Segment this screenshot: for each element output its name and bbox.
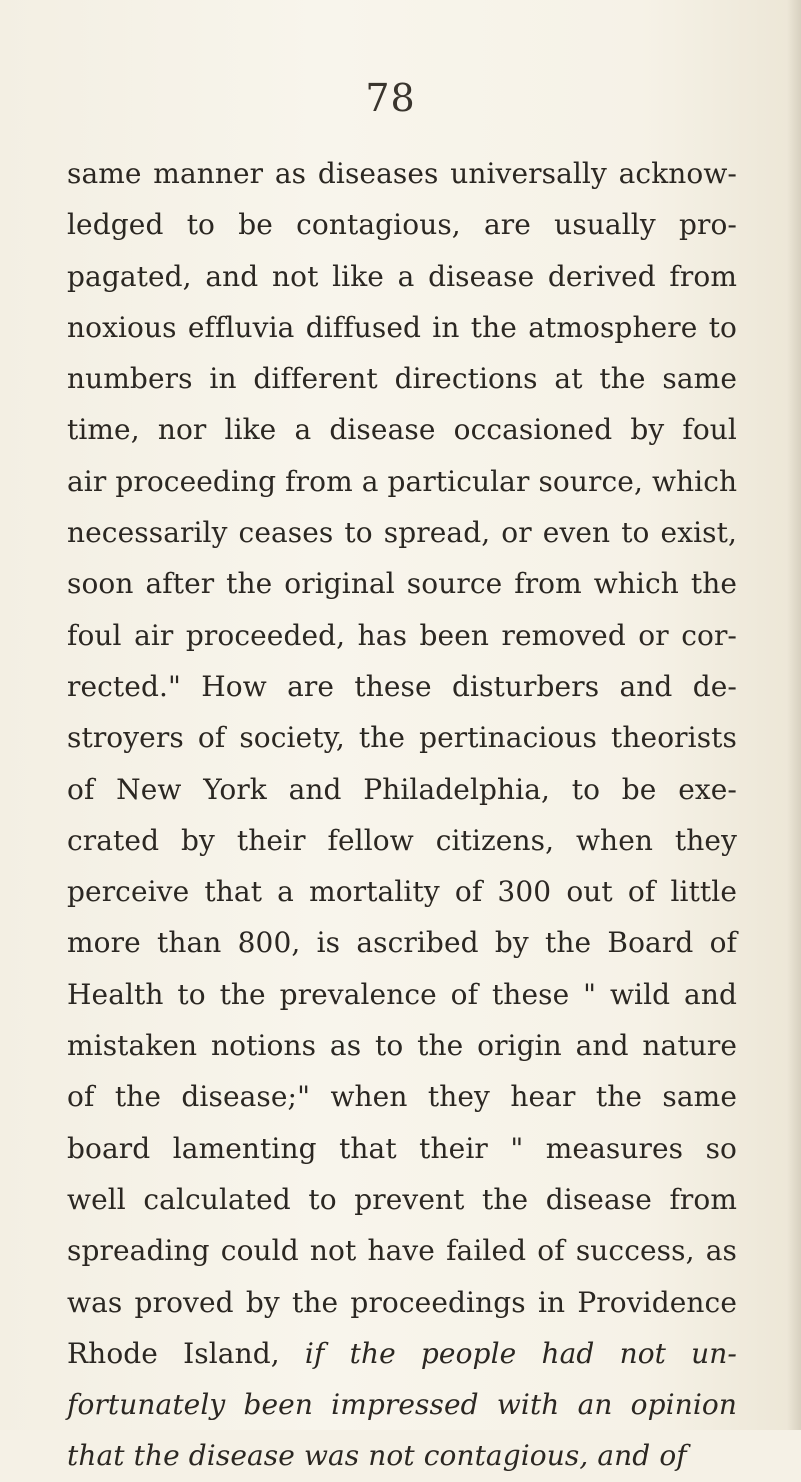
page-edge-shadow xyxy=(787,0,801,1430)
text-line: soon after the original source from which the xyxy=(67,567,737,601)
text-line: of the disease;" when they hear the same xyxy=(67,1080,737,1114)
text-line: air proceeding from a particular source, which xyxy=(67,464,738,498)
text-line: more than 800, is ascribed by the Board of xyxy=(67,926,737,960)
text-line-roman: Rhode Island, xyxy=(67,1336,280,1370)
text-line: was proved by the proceedings in Providence xyxy=(67,1285,737,1319)
text-line: noxious effluvia diffused in the atmosphere to xyxy=(67,310,737,344)
text-line: Health to the prevalence of these " wild and xyxy=(67,977,737,1011)
text-line: of New York and Philadelphia, to be exe- xyxy=(67,772,737,806)
text-line: rected." How are these disturbers and de- xyxy=(67,669,737,703)
text-line: perceive that a mortality of 300 out of little xyxy=(67,875,737,909)
text-line: ledged to be contagious, are usually pro- xyxy=(67,208,737,242)
text-line: mistaken notions as to the origin and nature xyxy=(67,1029,737,1063)
text-line: same manner as diseases universally acknow- xyxy=(67,157,737,190)
text-line: necessarily ceases to spread, or even to exist, xyxy=(67,516,737,550)
text-line: spreading could not have failed of success, as xyxy=(67,1234,737,1268)
page-number: 78 xyxy=(365,76,416,120)
text-line: stroyers of society, the pertinacious theorists xyxy=(67,721,737,755)
text-line-italic: if the people had not un- xyxy=(304,1336,737,1370)
text-line: well calculated to prevent the disease from xyxy=(67,1182,737,1216)
text-line: board lamenting that their " measures so xyxy=(67,1131,737,1165)
body-text xyxy=(67,148,737,1482)
text-line: numbers in different directions at the same xyxy=(67,362,737,396)
text-line: crated by their fellow citizens, when they xyxy=(67,823,737,857)
text-line-mixed xyxy=(67,1328,737,1379)
text-line: time, nor like a disease occasioned by foul xyxy=(67,413,737,447)
text-line-italic: fortunately been impressed with an opinion xyxy=(67,1388,737,1422)
text-line: foul air proceeded, has been removed or cor- xyxy=(67,618,737,652)
text-line-italic: that the disease was not contagious, and of xyxy=(67,1439,687,1473)
text-line: pagated, and not like a disease derived from xyxy=(67,259,737,293)
